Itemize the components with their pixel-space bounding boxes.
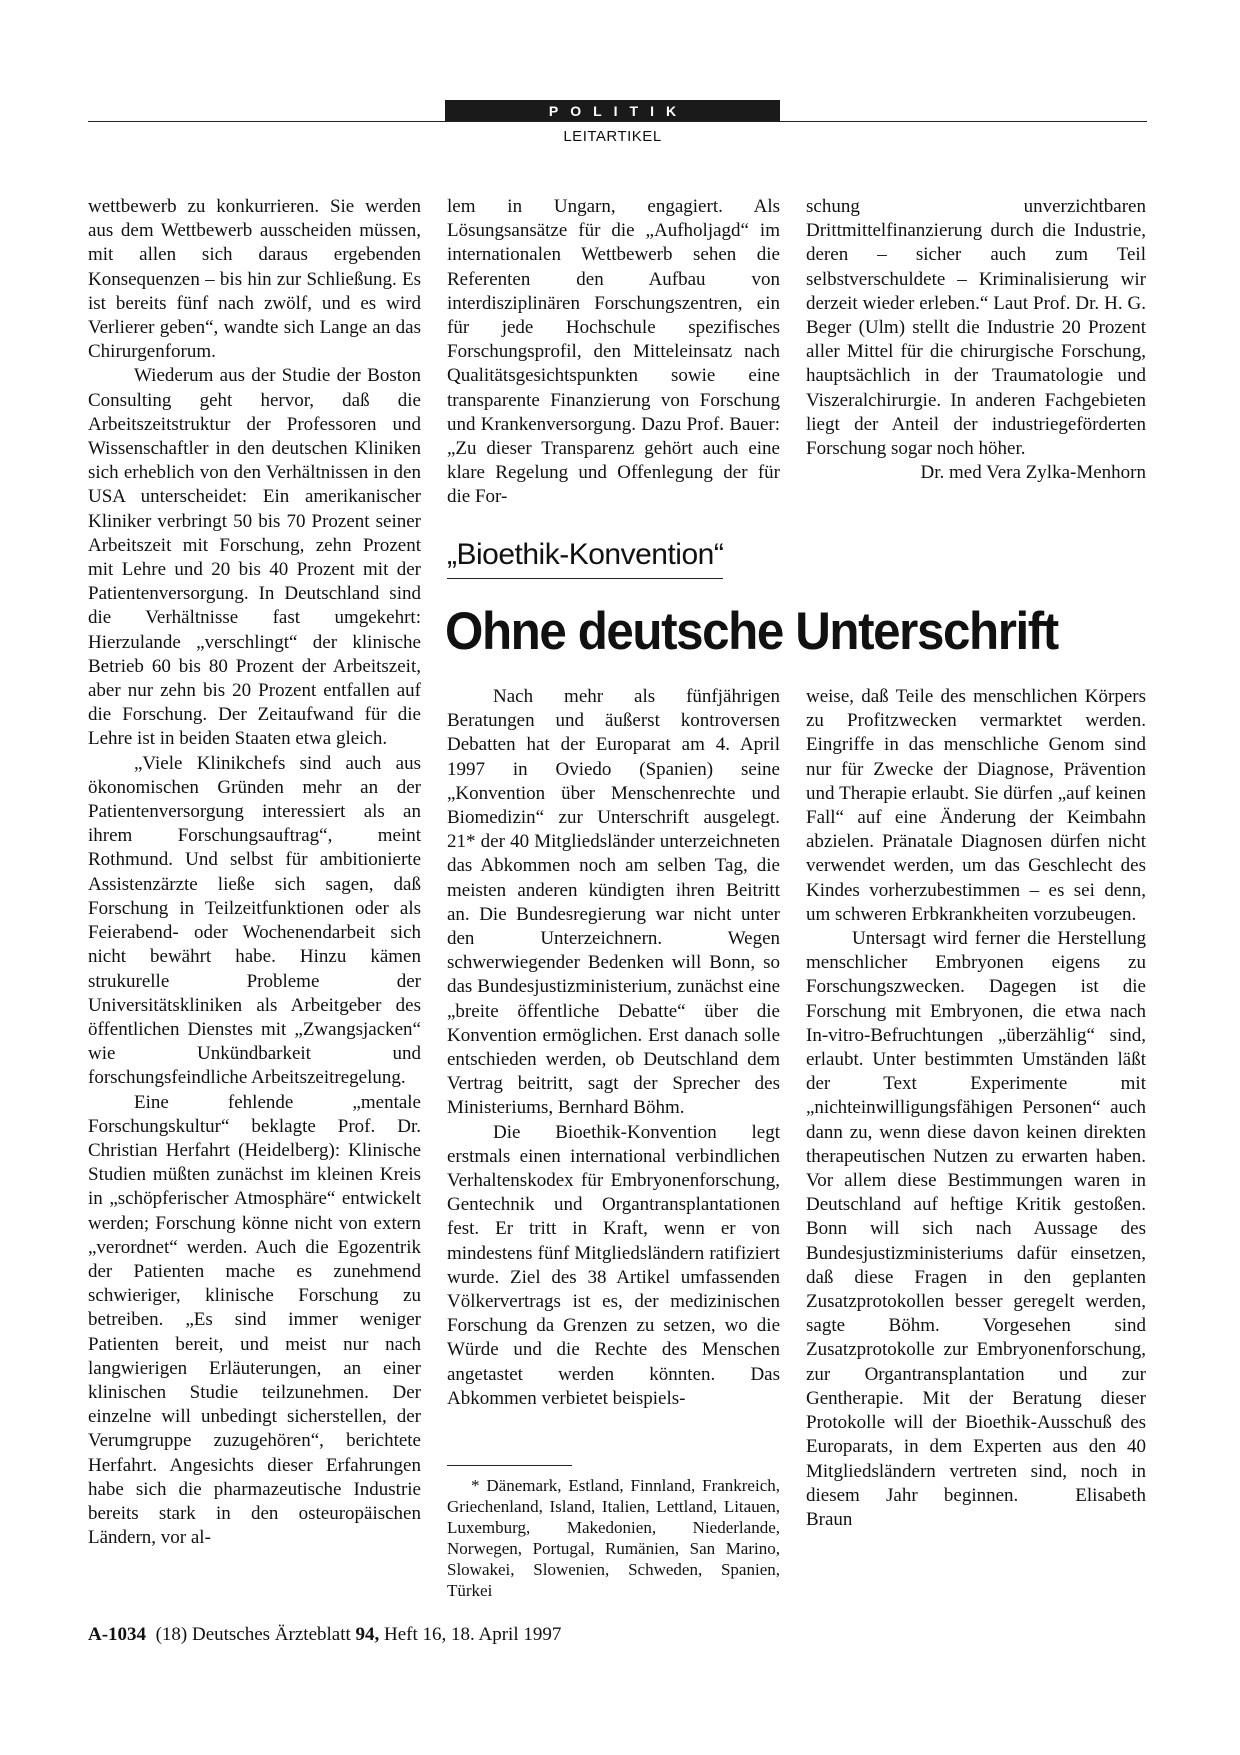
paragraph: wettbewerb zu konkurrieren. Sie werden aus dem Wettbewerb ausscheiden müssen, mit allen sich daraus ergebenden Konsequenzen – bis hin zur Schließung. Es ist bereits fünf nach zwölf, und es wird Verlierer geben“, wandte sich Lange an das Chirurgenforum. <box>88 196 421 363</box>
paragraph: schung unverzichtbaren Drittmittelfinanzierung durch die Industrie, deren – sicher auch zum Teil selbstverschuldete – Kriminalisierung wir derzeit wieder erleben.“ Laut Prof. Dr. H. G. Beger (Ulm) stellt die Industrie 20 Prozent aller Mittel für die chirurgische Forschung, hauptsächlich in der Traumatologie und Viszeralchirurgie. In anderen Fachgebieten liegt der Anteil der industriegeförderten Forschung sogar noch höher. <box>806 196 1146 460</box>
paragraph: Nach mehr als fünfjährigen Beratungen und äußerst kontroversen Debatten hat der Europarat am 4. April 1997 in Oviedo (Spanien) seine „Konvention über Menschenrechte und Biomedizin“ zur Unterschrift ausgelegt. 21* der 40 Mitgliedsländer unterzeichneten das Abkommen noch am selben Tag, die meisten anderen kündigten ihren Beitritt an. Die Bundesregierung war nicht unter den Unterzeichnern. Wegen schwerwiegender Bedenken will Bonn, so das Bundesjustizministerium, zunächst eine „breite öffentliche Debatte“ über die Konvention ermöglichen. Erst danach solle entschieden werden, ob Deutschland dem Vertrag beitritt, sagt der Sprecher des Ministeriums, Bernhard Böhm. <box>447 686 780 1119</box>
section-bar <box>445 100 780 122</box>
page-number: A-1034 <box>88 1624 147 1645</box>
section-label: POLITIK <box>548 103 689 119</box>
article-kicker: „Bioethik-Konvention“ <box>447 538 723 579</box>
footer-issue: Heft 16, 18. April 1997 <box>384 1624 562 1645</box>
column-2 <box>447 195 780 510</box>
header-rule <box>88 121 1147 122</box>
footer-volume: 94, <box>355 1624 380 1645</box>
page-footer <box>88 1624 561 1646</box>
column-1 <box>88 195 421 1550</box>
article-column-1 <box>447 685 780 1411</box>
author-signature: Dr. med Vera Zylka-Menhorn <box>920 462 1146 484</box>
paragraph: lem in Ungarn, engagiert. Als Lösungsansätze für die „Aufholjagd“ im internationalen Wettbewerb sehen die Referenten den Aufbau von interdisziplinären Forschungszentren, ein für jede Hochschule spezifisches Forschungsprofil, den Mitteleinsatz nach Qualitätsgesichtspunkten sowie eine transparente Finanzierung von Forschung und Krankenversorgung. Dazu Prof. Bauer: „Zu dieser Transparenz gehört auch eine klare Regelung und Offenlegung der für die For- <box>447 196 780 508</box>
article-headline: Ohne deutsche Unterschrift <box>445 602 1058 661</box>
footer-journal: (18) Deutsches Ärzteblatt <box>155 1624 351 1645</box>
footnote-rule <box>447 1465 572 1466</box>
article-column-2 <box>806 685 1146 1532</box>
footnote-text: * Dänemark, Estland, Finnland, Frankreich, Griechenland, Island, Italien, Lettland, Litauen, Luxemburg, Makedonien, Niederlande, Norwegen, Portugal, Rumänien, San Marino, Slowakei, Slowenien, Schweden, Spanien, Türkei <box>447 1476 780 1600</box>
paragraph: Die Bioethik-Konvention legt erstmals einen international verbindlichen Verhaltenskodex für Embryonenforschung, Gentechnik und Organtransplantationen fest. Er tritt in Kraft, wenn er von mindestens fünf Mitgliedsländern ratifiziert wurde. Ziel des 38 Artikel umfassenden Völkervertrags ist es, der medizinischen Forschung da Grenzen zu setzen, wo die Würde und die Rechte des Menschen angetastet werden könnten. Das Abkommen verbietet beispiels- <box>447 1121 780 1409</box>
paragraph: Eine fehlende „mentale Forschungskultur“ beklagte Prof. Dr. Christian Herfahrt (Heidelberg): Klinische Studien müßten zunächst im kleinen Kreis in „schöpferischer Atmosphäre“ entwickelt werden; Forschung könne nicht von extern „verordnet“ werden. Auch die Egozentrik der Patienten mache es zunehmend schwieriger, klinische Forschung zu betreiben. „Es sind immer weniger Patienten bereit, und meist nur nach langwierigen Erläuterungen, an einer klinischen Studie teilzunehmen. Der einzelne will unbedingt sicherstellen, der Verumgruppe zuzugehören“, berichtete Herfahrt. Angesichts dieser Erfahrungen habe sich die pharmazeutische Industrie bereits stark in den osteuropäischen Ländern, vor al- <box>88 1091 421 1549</box>
subsection-label: LEITARTIKEL <box>563 128 662 145</box>
paragraph: Wiederum aus der Studie der Boston Consulting geht hervor, daß die Arbeitszeitstruktur der Professoren und Wissenschaftler in den deutschen Kliniken sich erheblich von den Verhältnissen in den USA unterscheidet: Ein amerikanischer Kliniker verbringt 50 bis 70 Prozent seiner Arbeitszeit mit Forschung, zehn Prozent mit Lehre und 20 bis 40 Prozent mit der Patientenversorgung. In Deutschland sind die Verhältnisse fast umgekehrt: Hierzulande „verschlingt“ der klinische Betrieb 60 bis 80 Prozent der Arbeitszeit, aber nur zehn bis 20 Prozent entfallen auf die Forschung. Der Zeitaufwand für die Lehre ist in beiden Staaten etwa gleich. <box>88 365 421 750</box>
paragraph: weise, daß Teile des menschlichen Körpers zu Profitzwecken vermarktet werden. Eingriffe in das menschliche Genom sind nur für Zwecke der Diagnose, Prävention und Therapie erlaubt. Sie dürfen „auf keinen Fall“ auf eine Änderung der Keimbahn abzielen. Pränatale Diagnosen dürfen nicht verwendet werden, um das Geschlecht des Kindes vorherzubestimmen – es sei denn, um schweren Erbkrankheiten vorzubeugen. <box>806 686 1146 925</box>
footnote <box>447 1475 780 1601</box>
column-3 <box>806 195 1146 485</box>
paragraph: „Viele Klinikchefs sind auch aus ökonomischen Gründen mehr an der Patientenversorgung interessiert als an ihrem Forschungsauftrag“, meint Rothmund. Und selbst für ambitionierte Assistenzärzte ließe sich sagen, daß Forschung in Teilzeitfunktionen oder als Feierabend- oder Wochenendarbeit sich nicht bewährt habe. Hinzu kämen strukurelle Probleme der Universitätskliniken als Arbeitgeber des öffentlichen Dienstes mit „Zwangsjacken“ wie Unkündbarkeit und forschungsfeindliche Arbeitszeitregelung. <box>88 752 421 1089</box>
paragraph: Untersagt wird ferner die Herstellung menschlicher Embryonen eigens zu Forschungszwecken. Dagegen ist die Forschung mit Embryonen, die etwa nach In-vitro-Befruchtungen „überzählig“ sind, erlaubt. Unter bestimmten Umständen läßt der Text Experimente mit „nichteinwilligungsfähigen Personen“ auch dann zu, wenn diese davon keinen direkten therapeutischen Nutzen zu erwarten haben. Vor allem diese Bestimmungen waren in Deutschland auf heftige Kritik gestoßen. Bonn will sich nach Aussage des Bundesjustizministeriums dafür einsetzen, daß diese Fragen in den geplanten Zusatzprotokollen besser geregelt werden, sagte Böhm. Vorgesehen sind Zusatzprotokolle zur Embryonenforschung, zur Organtransplantation und zur Gentherapie. Mit der Beratung dieser Protokolle will der Bioethik-Ausschuß des Europarats, in dem Experten aus den 40 Mitgliedsländern vertreten sind, noch in diesem Jahr beginnen. Elisabeth Braun <box>806 928 1146 1530</box>
